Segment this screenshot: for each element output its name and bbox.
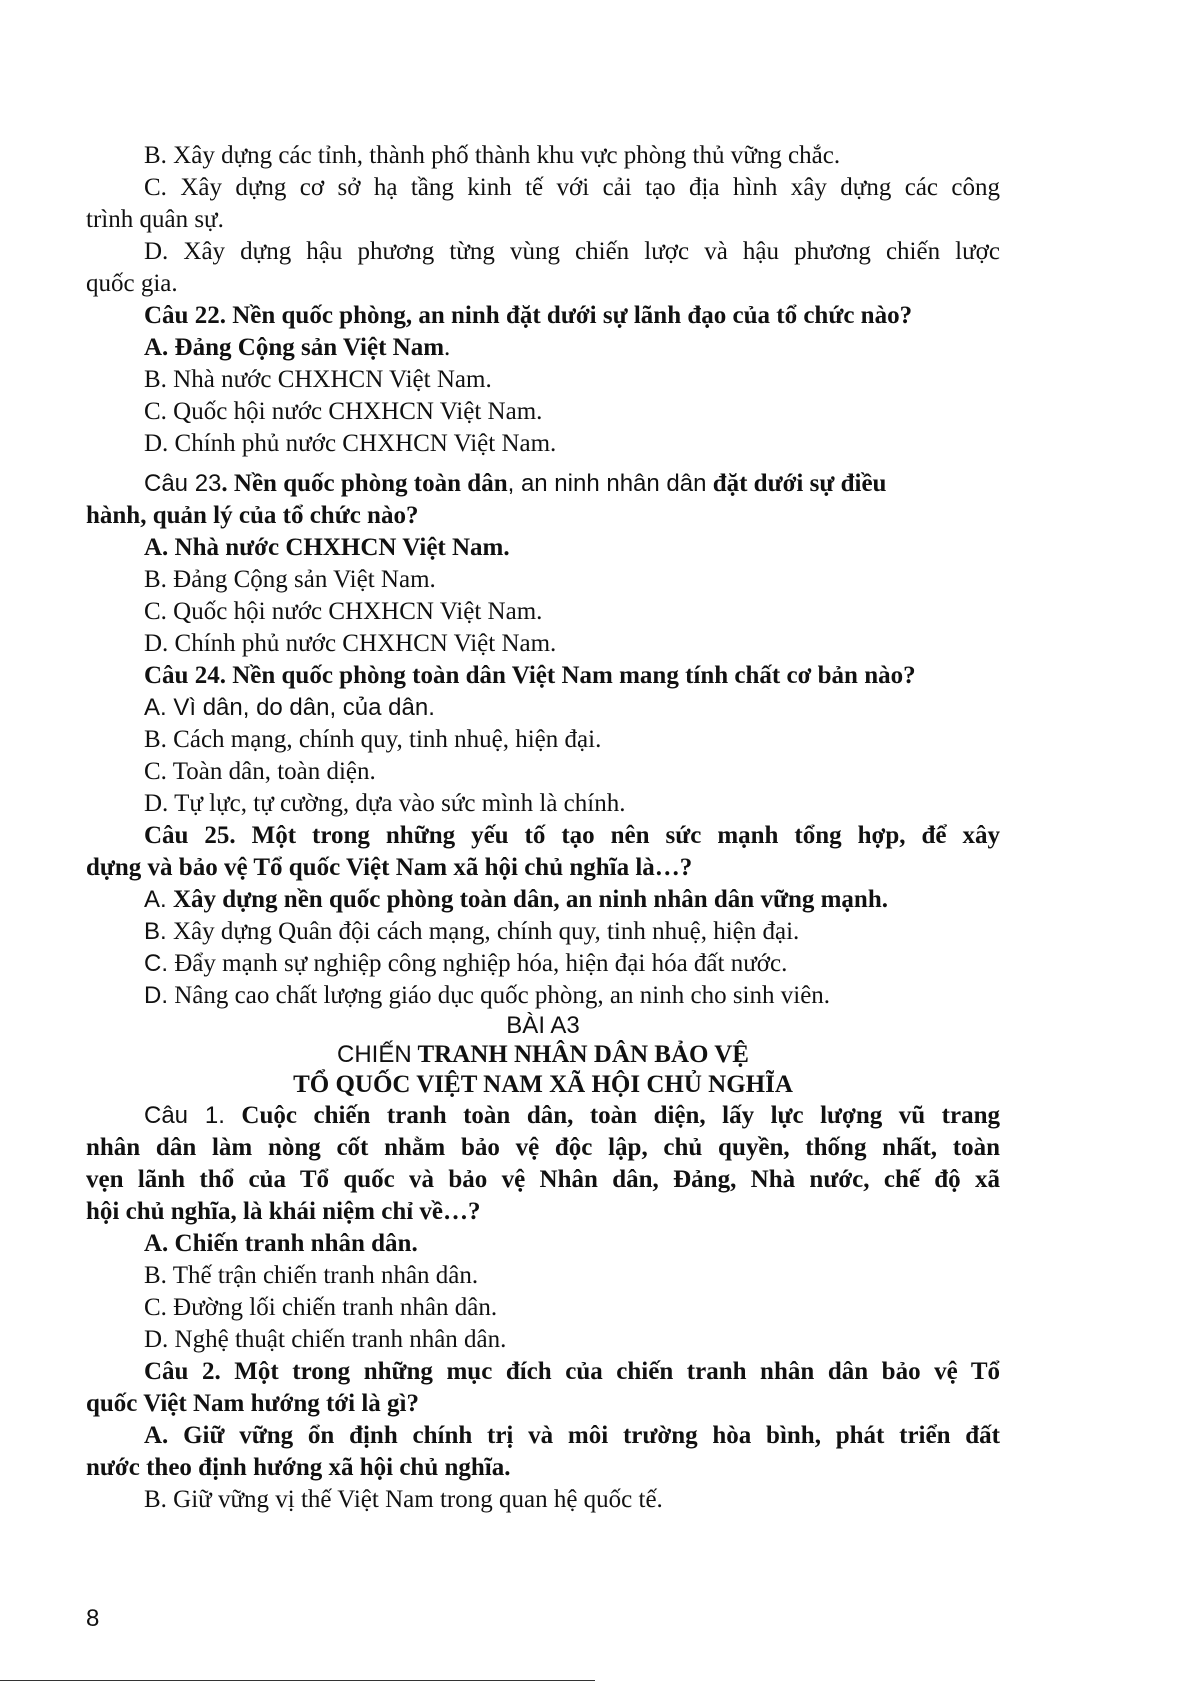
q25-d-text: Nâng cao chất lượng giáo dục quốc phòng, an ninh cho sinh viên.	[168, 982, 831, 1009]
q23-part2: , an ninh nhân dân	[507, 470, 707, 497]
spacer	[86, 460, 1000, 468]
q23-answer: A. Nhà nước CHXHCN Việt Nam.	[144, 534, 510, 561]
q23-question-line1	[86, 468, 1000, 500]
lq1-question-line1	[86, 1100, 1000, 1132]
lq1-question-line2: nhân dân làm nòng cốt nhằm bảo vệ độc lập, chủ quyền, thống nhất, toàn	[86, 1134, 1000, 1161]
q24-answer: A. Vì dân, do dân, của dân.	[144, 694, 435, 721]
lesson-title-first-word: CHIẾN	[337, 1041, 412, 1068]
q25-c-letter: C.	[144, 950, 168, 977]
q24-question: Câu 24. Nền quốc phòng toàn dân Việt Nam mang tính chất cơ bản nào?	[144, 662, 916, 689]
q21-option-c-line2: trình quân sự.	[86, 206, 224, 233]
q25-b-text: Xây dựng Quân đội cách mạng, chính quy, tinh nhuệ, hiện đại.	[166, 918, 800, 945]
q23-option-d: D. Chính phủ nước CHXHCN Việt Nam.	[144, 630, 557, 657]
lq2-answer-line1: A. Giữ vững ổn định chính trị và môi trường hòa bình, phát triển đất	[144, 1422, 1000, 1449]
lq1-label: Câu 1.	[144, 1102, 225, 1129]
q22-option-b: B. Nhà nước CHXHCN Việt Nam.	[144, 366, 492, 393]
lq1-option-d: D. Nghệ thuật chiến tranh nhân dân.	[144, 1326, 507, 1353]
q25-d-letter: D.	[144, 982, 168, 1009]
q24-option-b: B. Cách mạng, chính quy, tinh nhuệ, hiện đại.	[144, 726, 602, 753]
footer-divider	[0, 1680, 595, 1681]
lq1-answer: A. Chiến tranh nhân dân.	[144, 1230, 418, 1257]
lq2-answer-line2: nước theo định hướng xã hội chủ nghĩa.	[86, 1454, 511, 1481]
q22-option-d: D. Chính phủ nước CHXHCN Việt Nam.	[144, 430, 557, 457]
lesson-title-line2: TỔ QUỐC VIỆT NAM XÃ HỘI CHỦ NGHĨA	[293, 1071, 793, 1098]
q23-question-line2: hành, quản lý của tổ chức nào?	[86, 502, 419, 529]
q23-part3: đặt dưới sự điều	[706, 470, 887, 497]
q21-option-b: B. Xây dựng các tỉnh, thành phố thành khu vực phòng thủ vững chắc.	[144, 142, 841, 169]
q25-a-letter: A.	[144, 886, 167, 913]
lq2-question-line1: Câu 2. Một trong những mục đích của chiến tranh nhân dân bảo vệ Tổ	[144, 1358, 1000, 1385]
q25-option-a	[86, 884, 1000, 916]
q21-option-d-line2: quốc gia.	[86, 270, 178, 297]
lq2-question-line2: quốc Việt Nam hướng tới là gì?	[86, 1390, 419, 1417]
q23-option-b: B. Đảng Cộng sản Việt Nam.	[144, 566, 436, 593]
lesson-title-line1-rest: TRANH NHÂN DÂN BẢO VỆ	[411, 1041, 749, 1068]
q22-answer	[86, 332, 1000, 364]
lq1-question-line4: hội chủ nghĩa, là khái niệm chỉ về…?	[86, 1198, 481, 1225]
q22-answer-dot: .	[444, 334, 451, 361]
q21-option-d-line1: D. Xây dựng hậu phương từng vùng chiến lược và hậu phương chiến lược	[144, 238, 1000, 265]
lq2-option-b: B. Giữ vững vị thế Việt Nam trong quan hệ quốc tế.	[144, 1486, 663, 1513]
q25-b-letter: B.	[144, 918, 167, 945]
lesson-label: BÀI A3	[506, 1012, 580, 1039]
q24-option-d: D. Tự lực, tự cường, dựa vào sức mình là chính.	[144, 790, 626, 817]
q25-question-line1: Câu 25. Một trong những yếu tố tạo nên sức mạnh tổng hợp, để xây	[144, 822, 1000, 849]
q25-c-text: Đẩy mạnh sự nghiệp công nghiệp hóa, hiện đại hóa đất nước.	[168, 950, 788, 977]
lq1-option-b: B. Thế trận chiến tranh nhân dân.	[144, 1262, 479, 1289]
q25-question-line2: dựng và bảo vệ Tổ quốc Việt Nam xã hội chủ nghĩa là…?	[86, 854, 693, 881]
q25-option-d	[86, 980, 1000, 1012]
q23-label: Câu 23	[144, 470, 222, 497]
q22-answer-text: A. Đảng Cộng sản Việt Nam	[144, 334, 445, 361]
q25-option-b	[86, 916, 1000, 948]
q22-question: Câu 22. Nền quốc phòng, an ninh đặt dưới sự lãnh đạo của tổ chức nào?	[144, 302, 913, 329]
q23-option-c: C. Quốc hội nước CHXHCN Việt Nam.	[144, 598, 543, 625]
q24-option-c: C. Toàn dân, toàn diện.	[144, 758, 376, 785]
q22-option-c: C. Quốc hội nước CHXHCN Việt Nam.	[144, 398, 543, 425]
lesson-title-line1	[86, 1040, 1000, 1070]
q25-option-c	[86, 948, 1000, 980]
lq1-line1-rest: Cuộc chiến tranh toàn dân, toàn diện, lấy lực lượng vũ trang	[224, 1102, 1000, 1129]
lq1-option-c: C. Đường lối chiến tranh nhân dân.	[144, 1294, 498, 1321]
q23-part1: . Nền quốc phòng toàn dân	[221, 470, 508, 497]
q21-option-c-line1: C. Xây dựng cơ sở hạ tầng kinh tế với cải tạo địa hình xây dựng các công	[144, 174, 1000, 201]
page-number: 8	[86, 1605, 100, 1632]
lq1-question-line3: vẹn lãnh thổ của Tổ quốc và bảo vệ Nhân dân, Đảng, Nhà nước, chế độ xã	[86, 1166, 1000, 1193]
q25-a-text: Xây dựng nền quốc phòng toàn dân, an ninh nhân dân vững mạnh.	[166, 886, 888, 913]
page-content	[86, 140, 1000, 1516]
